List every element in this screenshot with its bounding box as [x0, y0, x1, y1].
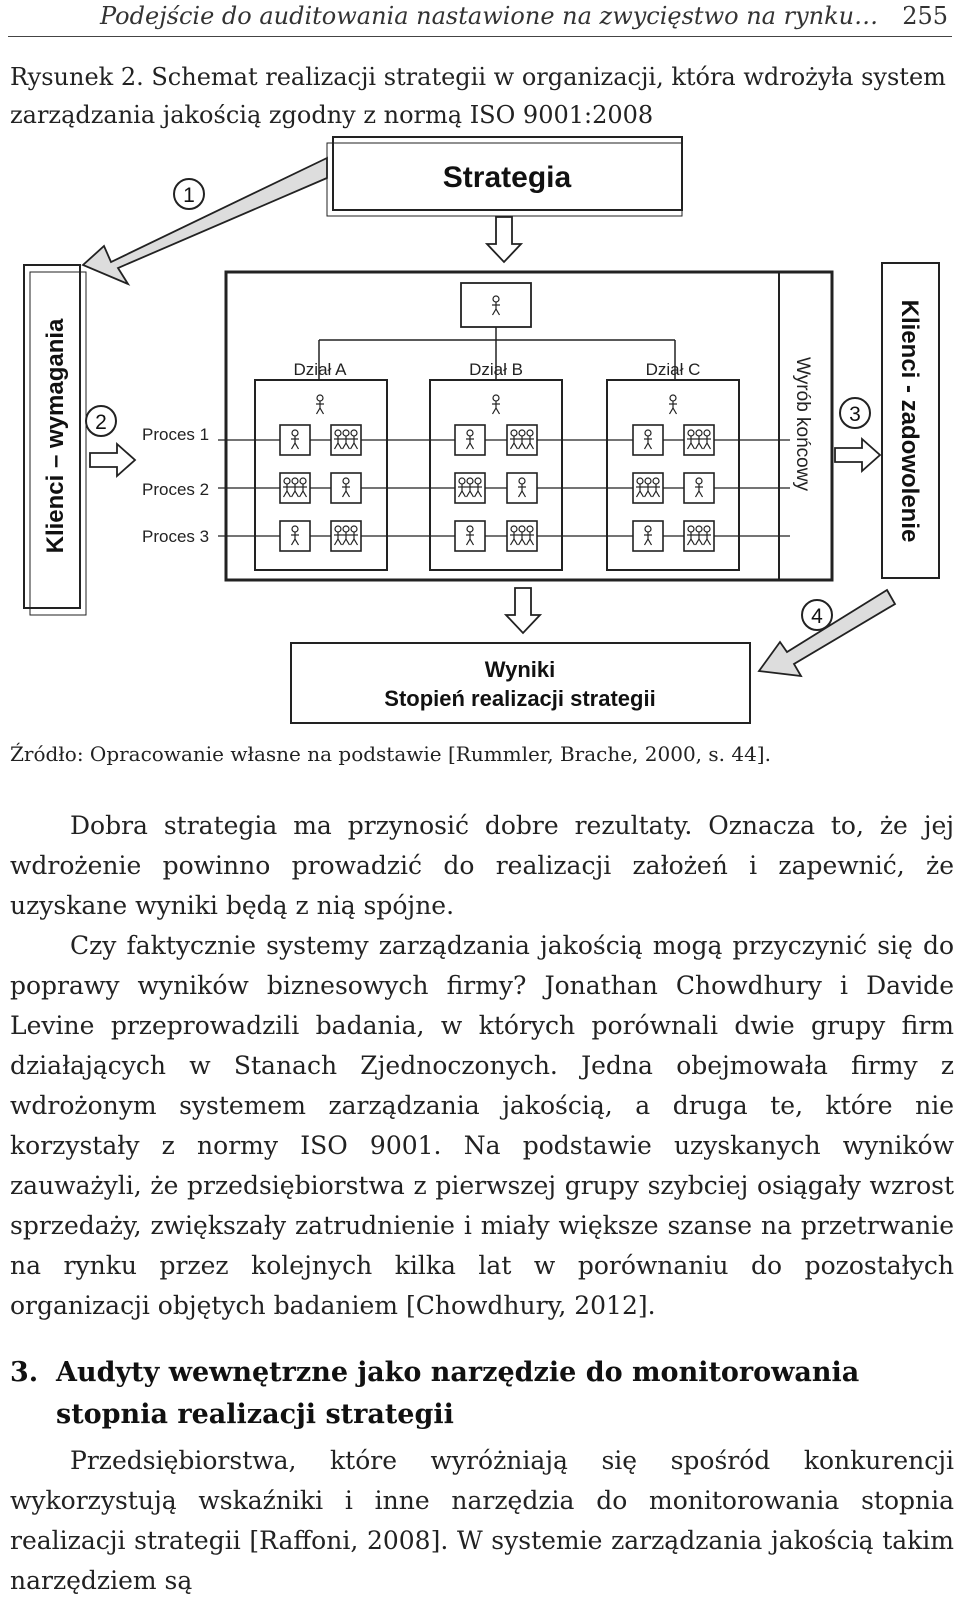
marker-3-label: 3 [849, 403, 861, 426]
figure-source: Źródło: Opracowanie własne na podstawie [Rummler, Brache, 2000, s. 44]. [10, 742, 771, 766]
paragraph-3-text: Przedsiębiorstwa, które wyróżniają się spośród konkurencji wykorzystują wskaźniki i inne narzędzia do monitorowania stopnia realizacji strategii [Raffoni, 2008]. W systemie zarządzania jakością takim narzędziem są [10, 1446, 954, 1595]
figure-label: Rysunek 2. [10, 63, 144, 91]
marker-1-label: 1 [183, 184, 195, 207]
left-panel-label: Klienci – wymagania [42, 318, 69, 554]
marker-2-label: 2 [95, 411, 107, 434]
marker-1 [174, 179, 204, 209]
department-c-label: Dział C [645, 360, 701, 379]
results-box [291, 643, 750, 723]
down-arrow-results-icon [506, 588, 540, 633]
strategy-diagram [0, 130, 960, 730]
department-a-label: Dział A [293, 360, 347, 379]
running-title: Podejście do auditowania nastawione na zwycięstwo na rynku… [100, 2, 879, 30]
figure-caption [10, 58, 950, 134]
section-heading [10, 1352, 940, 1436]
paragraph-2 [10, 926, 954, 1326]
marker-4 [802, 600, 832, 630]
department-b-label: Dział B [469, 360, 523, 379]
figure-caption-text: Schemat realizacji strategii w organizacji, która wdrożyła system zarządzania jakością zgodny z normą ISO 9001:2008 [10, 63, 946, 129]
department-a [255, 360, 387, 570]
process-2-label: Proces 2 [142, 480, 210, 499]
paragraph-3 [10, 1441, 954, 1601]
marker-2 [86, 406, 116, 436]
right-arrow-icon [90, 444, 135, 476]
top-manager-box [461, 283, 531, 327]
process-3-label: Proces 3 [142, 527, 210, 546]
paragraph-1 [10, 806, 954, 926]
results-line-2: Stopień realizacji strategii [384, 686, 656, 711]
strategy-label: Strategia [442, 161, 572, 194]
department-c [607, 360, 739, 570]
page-number: 255 [902, 2, 948, 30]
strategy-box [333, 137, 682, 210]
department-b [430, 360, 562, 570]
section-title: Audyty wewnętrzne jako narzędzie do monitorowania stopnia realizacji strategii [56, 1357, 860, 1430]
right-panel-label: Klienci - zadowolenie [896, 299, 923, 543]
marker-3 [840, 398, 870, 428]
paragraph-2-text: Czy faktycznie systemy zarządzania jakością mogą przyczynić się do poprawy wyników biznesowych firmy? Jonathan Chowdhury i Davide Levine przeprowadzili badania, w których porównali dwie grupy firm działających w Stanach Zjednoczonych. Jedna obejmowała firmy z wdrożonym systemem zarządzania jakością, a druga te, które nie korzystały z normy ISO 9001. Na podstawie uzyskanych wyników zauważyli, że przedsiębiorstwa z pierwszej grupy szybciej osiągały wzrost sprzedaży, zwiększały zatrudnienie i miały większe szanse na przetrwanie na rynku przez kolejnych kilka lat w porównaniu do pozostałych organizacji objętych badaniem [Chowdhury, 2012]. [10, 931, 954, 1320]
running-header [8, 2, 952, 37]
process-1-label: Proces 1 [142, 425, 210, 444]
marker-4-label: 4 [811, 605, 823, 628]
section-number: 3. [10, 1357, 39, 1388]
arrow-1-icon [83, 158, 327, 284]
right-arrow-3-icon [835, 439, 880, 471]
down-arrow-icon [487, 217, 521, 262]
product-label: Wyrób końcowy [792, 357, 813, 491]
paragraph-1-text: Dobra strategia ma przynosić dobre rezultaty. Oznacza to, że jej wdrożenie powinno prowadzić do realizacji założeń i zapewnić, że uzyskane wyniki będą z nią spójne. [10, 811, 954, 920]
right-panel-clients-satisfaction [882, 263, 939, 578]
results-line-1: Wyniki [484, 657, 556, 682]
left-panel-clients-requirements [24, 265, 86, 615]
